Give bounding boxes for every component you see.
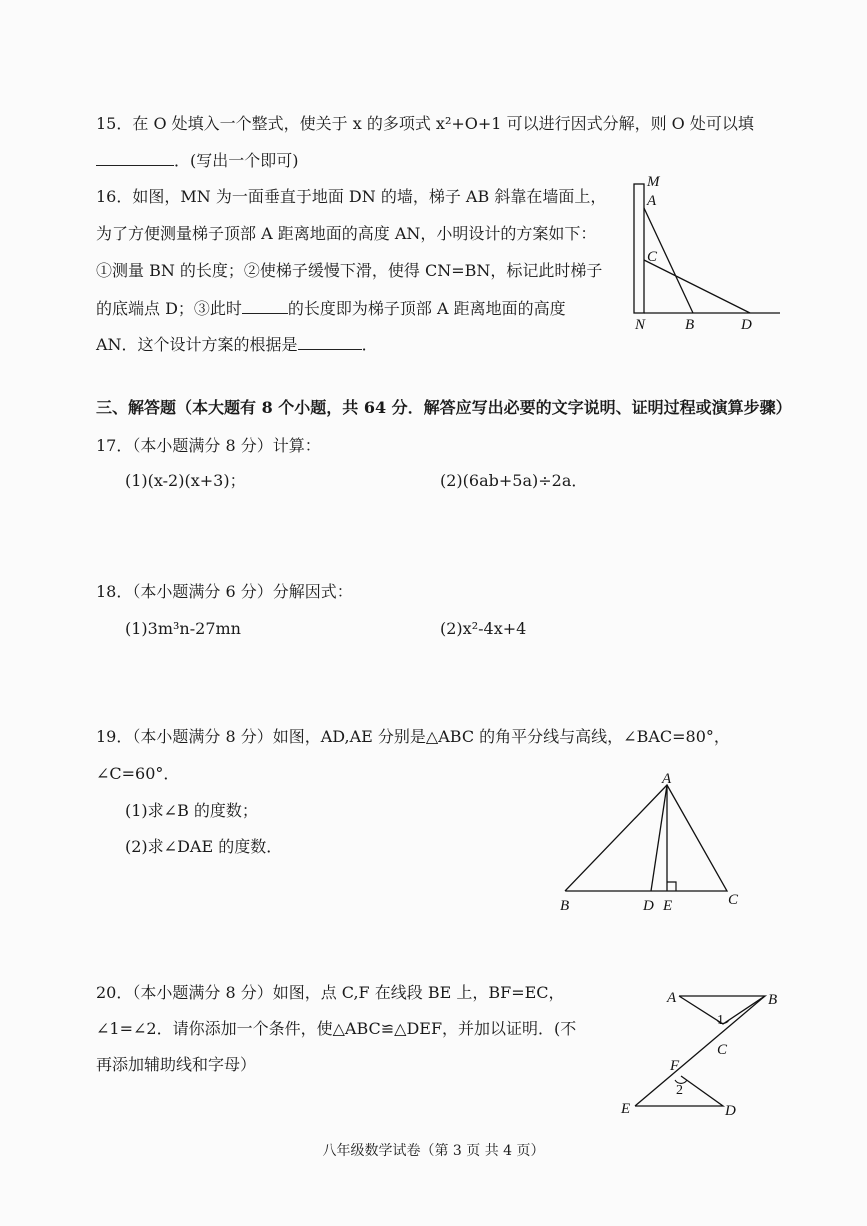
q15-line1: 15．在 O 处填入一个整式，使关于 x 的多项式 x²+O+1 可以进行因式分解，则 O 处可以填 — [96, 114, 754, 133]
triangle-abc — [565, 785, 727, 891]
q16-line3: ①测量 BN 的长度；②使梯子缓慢下滑，使得 CN=BN，标记此时梯子 — [96, 261, 603, 280]
q19-line1: 19．（本小题满分 8 分）如图，AD,AE 分别是△ABC 的角平分线与高线，∠BAC=80°， — [96, 727, 730, 746]
q19-line2: ∠C=60°． — [96, 764, 180, 783]
right-angle-mark — [667, 882, 676, 891]
q16-line4 — [96, 297, 566, 319]
q15-line2-wrap — [96, 149, 299, 171]
q17-part1: (1)(x-2)(x+3)； — [125, 471, 246, 490]
bisector-ad — [651, 785, 667, 891]
label-n: N — [635, 317, 646, 333]
label-a: A — [667, 990, 677, 1006]
section-heading: 三、解答题（本大题有 8 个小题，共 64 分．解答应写出必要的文字说明、证明过程或演算步骤） — [96, 398, 792, 417]
answer-blank[interactable] — [96, 149, 174, 166]
q15-line2: ．(写出一个即可) — [174, 151, 299, 170]
q16-line2: 为了方便测量梯子顶部 A 距离地面的高度 AN，小明设计的方案如下： — [96, 224, 597, 243]
q17-title: 17．（本小题满分 8 分）计算： — [96, 436, 321, 455]
label-c: C — [717, 1042, 728, 1058]
q16-line5b: ． — [361, 335, 378, 354]
wall — [634, 184, 644, 313]
q16-ladder-figure — [625, 170, 790, 335]
ladder-cd — [644, 260, 750, 313]
q18-part1: (1)3m³n-27mn — [125, 619, 241, 638]
q18-title: 18．（本小题满分 6 分）分解因式： — [96, 582, 353, 601]
page-footer: 八年级数学试卷（第 3 页 共 4 页） — [322, 1143, 545, 1159]
q18-part2: (2)x²-4x+4 — [440, 619, 527, 638]
answer-blank[interactable] — [242, 297, 288, 314]
q19-triangle-figure — [550, 768, 750, 918]
label-b: B — [768, 992, 778, 1008]
label-a: A — [647, 193, 657, 209]
angle-1-label: 1 — [717, 1013, 724, 1028]
q16-line5 — [96, 333, 378, 355]
q16-line1: 16．如图，MN 为一面垂直于地面 DN 的墙，梯子 AB 斜靠在墙面上， — [96, 187, 607, 206]
q16-line5a: AN．这个设计方案的根据是 — [96, 335, 298, 354]
q19-part2: (2)求∠DAE 的度数． — [125, 837, 283, 856]
label-c: C — [728, 892, 739, 908]
label-f: F — [670, 1058, 680, 1074]
q20-line1: 20．（本小题满分 8 分）如图，点 C,F 在线段 BE 上，BF=EC， — [96, 983, 565, 1002]
label-d: D — [643, 898, 654, 914]
label-b: B — [685, 317, 695, 333]
label-d: D — [741, 317, 752, 333]
q20-line2: ∠1=∠2．请你添加一个条件，使△ABC≌△DEF，并加以证明．(不 — [96, 1019, 577, 1038]
answer-blank[interactable] — [298, 333, 362, 350]
label-d: D — [725, 1103, 736, 1119]
angle-2-label: 2 — [676, 1083, 683, 1098]
q17-part2: (2)(6ab+5a)÷2a． — [440, 471, 588, 490]
q16-line4a: 的底端点 D；③此时 — [96, 299, 242, 318]
label-e: E — [621, 1101, 631, 1117]
label-a: A — [662, 771, 672, 787]
label-b: B — [560, 898, 570, 914]
q20-line3: 再添加辅助线和字母） — [96, 1055, 257, 1074]
q16-line4b: 的长度即为梯子顶部 A 距离地面的高度 — [287, 299, 566, 318]
label-m: M — [647, 174, 660, 190]
q19-part1: (1)求∠B 的度数； — [125, 801, 258, 820]
label-e: E — [663, 898, 673, 914]
q20-congruence-figure — [615, 982, 795, 1122]
label-c: C — [647, 249, 658, 265]
